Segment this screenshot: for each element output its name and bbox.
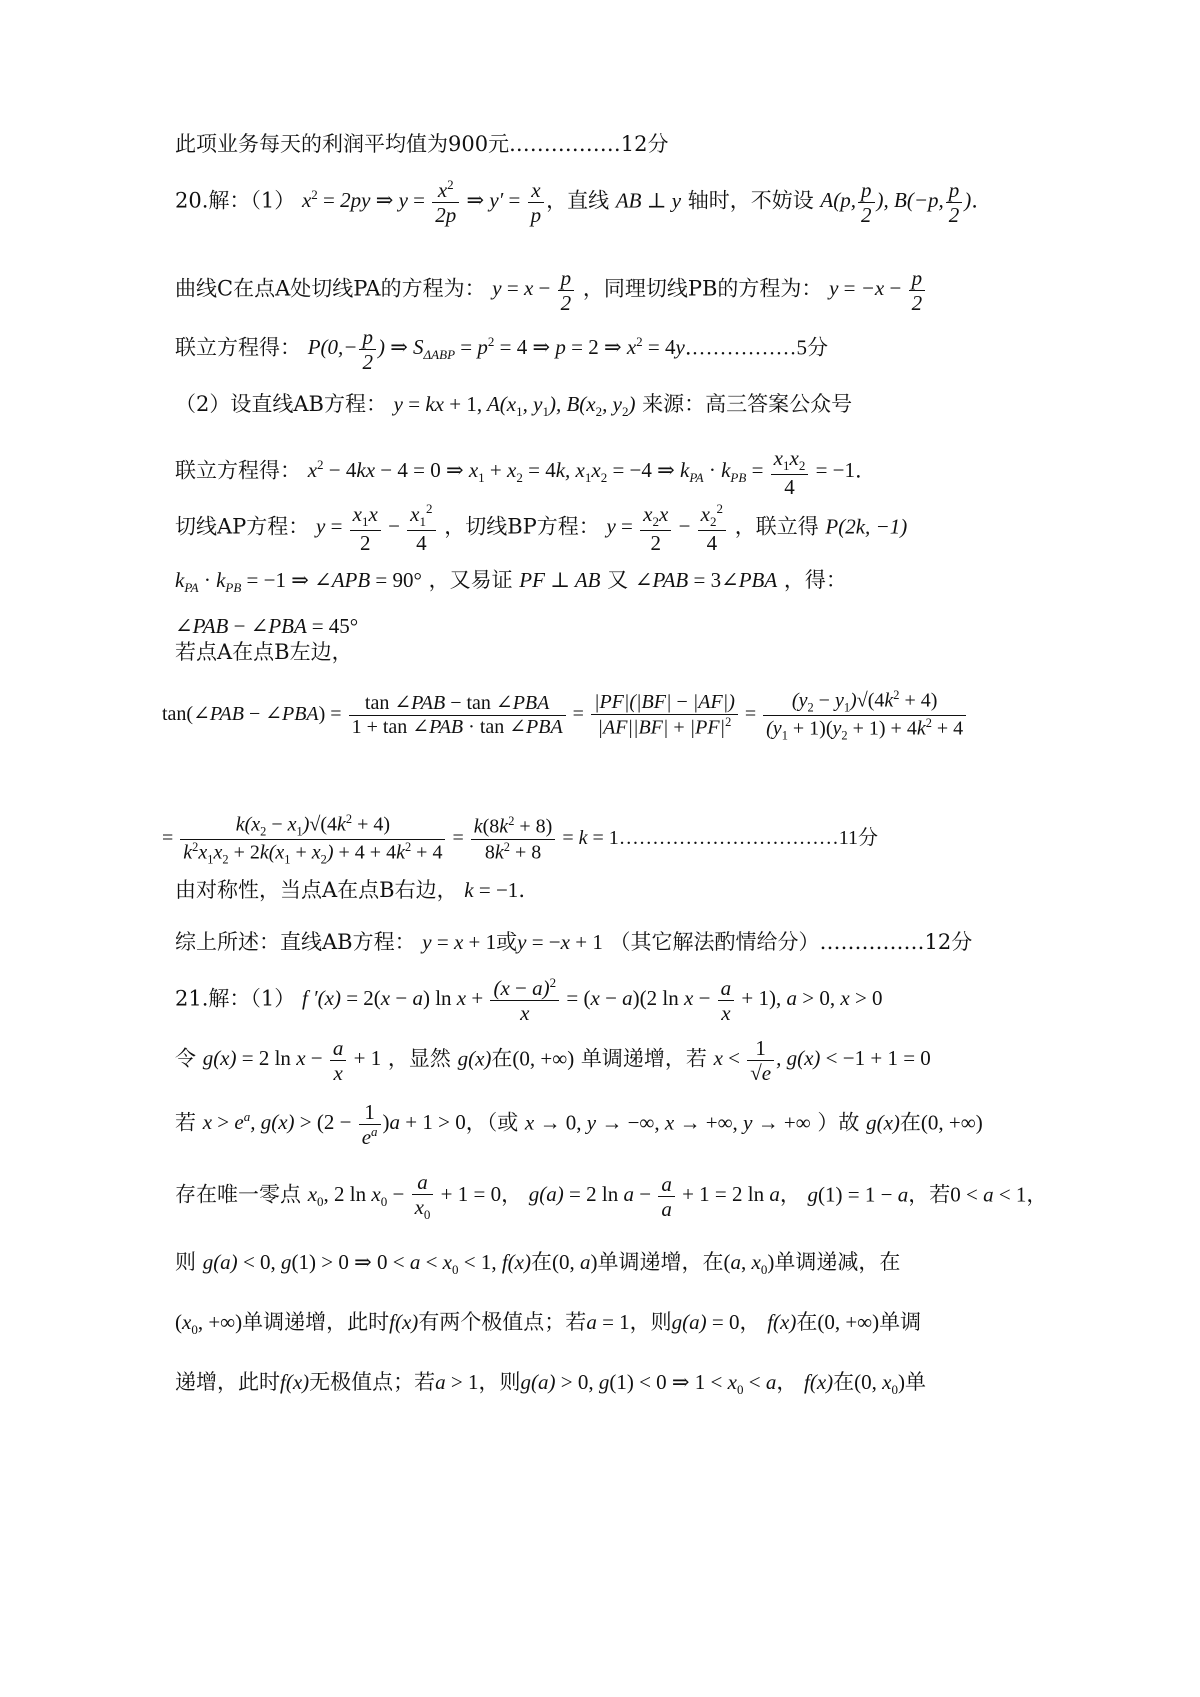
text-line-3: 曲线C在点A处切线PA的方程为： y = x − $\frac{p}{2}$ ，同理切线PB的方程为： y = −x − $\frac{p}{2}$	[175, 266, 927, 315]
text-line-9: ∠PAB − ∠PBA = 45°	[175, 614, 359, 638]
text-line-13: 由对称性，当点A在点B右边， k = −1.	[175, 878, 525, 902]
text-line-8: $k_{PA} \cdot k_{PB} = -1$ ⇒ ∠APB = 90° ，又易证 PF ⊥ AB 又 ∠PAB = 3∠PBA ，得：	[175, 568, 847, 596]
text-line-1	[175, 132, 668, 157]
text-line-2: 20.解：（1） $x^2 = 2py$ ⇒ y = $\frac{x^2}{2p}$ ⇒ y′ = $\frac{x}{p}$ ，直线 AB ⊥ y 轴时，不妨设 A(p, $\frac{p}{2}$ ), B(−p, $\frac{p}{2}$ ).	[175, 177, 978, 228]
text-line-20: ($x_0$, +∞)单调递增，此时f(x)有两个极值点；若a = 1，则g(a) = 0， f(x)在(0, +∞)单调	[175, 1310, 922, 1338]
text-line-16: 令 g(x) = 2 ln x − $\frac{a}{x}$ + 1 ，显然 g(x)在(0, +∞) 单调递增，若 x < $\frac{1}{√e}$ , g(x) < −1 + 1 = 0	[175, 1036, 931, 1086]
profit-conclusion: 此项业务每天的利润平均值为900元.……………12分	[175, 132, 669, 156]
text-line-21: 递增，此时f(x)无极值点；若a > 1，则g(a) > 0, g(1) < 0 ⇒ $1 < x_0 < a$， f(x)在(0, $x_0$)单	[175, 1370, 926, 1398]
text-line-18: 存在唯一零点 $x_0$, 2 $\ln x_0$ − $\frac{a}{x_0}$ + 1 = 0， g(a) = 2 ln a − $\frac{a}{a}$ + 1 = 2 ln a， g(1) = 1 − a，若0 < a < 1，	[175, 1170, 1048, 1223]
text-line-4: 联立方程得： P(0,− $\frac{p}{2}$ ) ⇒ $S_{\Delta ABP} = p^2 = 4$ ⇒ p = 2 ⇒ $x^2$ = 4y.……………5分	[175, 325, 829, 375]
text-line-12: = $\frac{k(x_2 - x_1)√(4k^2 + 4)}{k^2x_1x_2 + 2k(x_1 + x_2) + 4 + 4k^2 + 4}$ = $\frac{k(8k^2 + 8)}{8k^2 + 8}$ = k = 1……………………………11分	[162, 812, 879, 867]
text-line-11: tan(∠PAB − ∠PBA) = $\frac{\text{tan ∠PAB − tan ∠PBA}}{\text{1 + tan ∠PAB · tan ∠PBA}}$ = $\frac{|PF|(|BF| - |AF|)}{|AF||BF| + |PF|^2}$ = $\frac{(y_2 - y_1)√(4k^2 + 4)}{(y_1 + 1)(y_2 + 1) + 4k^2 + 4}$	[162, 688, 968, 743]
text-line-10: 若点A在点B左边，	[175, 640, 353, 664]
text-line-15: 21.解：（1） f ′(x) = 2(x − a) ln x + $\frac{(x - a)^2}{x}$ = (x − a)(2 ln x − $\frac{a}{x}$ + 1), a > 0, x > 0	[175, 975, 883, 1026]
text-line-14: 综上所述：直线AB方程： y = x + 1或y = −x + 1 （其它解法酌情给分）……………12分	[175, 930, 973, 954]
text-line-17: 若 $x > e^a$, g(x) > (2 − $\frac{1}{e^a}$ )a + 1 > 0，（或 x → 0, y → −∞, x → +∞, y → +∞ ）故 g(x)在(0, +∞)	[175, 1100, 983, 1150]
text-line-6: 联立方程得： $x^2 - 4kx - 4 = 0$ ⇒ $x_1 + x_2 = 4k$, $x_1x_2 = -4$ ⇒ $k_{PA} \cdot k_{PB}$ = $\frac{x_1x_2}{4}$ = −1.	[175, 446, 862, 500]
text-line-5: （2）设直线AB方程： y = kx + 1, $A(x_1$, $y_1$), $B(x_2$, $y_2$) 来源：高三答案公众号	[175, 392, 853, 420]
text-line-19: 则 g(a) < 0, g(1) > 0 ⇒ $0 < a < x_0 < 1$, f(x)在(0, a)单调递增，在(a, $x_0$)单调递减，在	[175, 1250, 901, 1278]
text-line-7: 切线AP方程： y = $\frac{x_1x}{2}$ − $\frac{x_1^2}{4}$ ，切线BP方程： y = $\frac{x_2x}{2}$ − $\frac{x_2^2}{4}$ ，联立得 P(2k, −1)	[175, 501, 908, 556]
